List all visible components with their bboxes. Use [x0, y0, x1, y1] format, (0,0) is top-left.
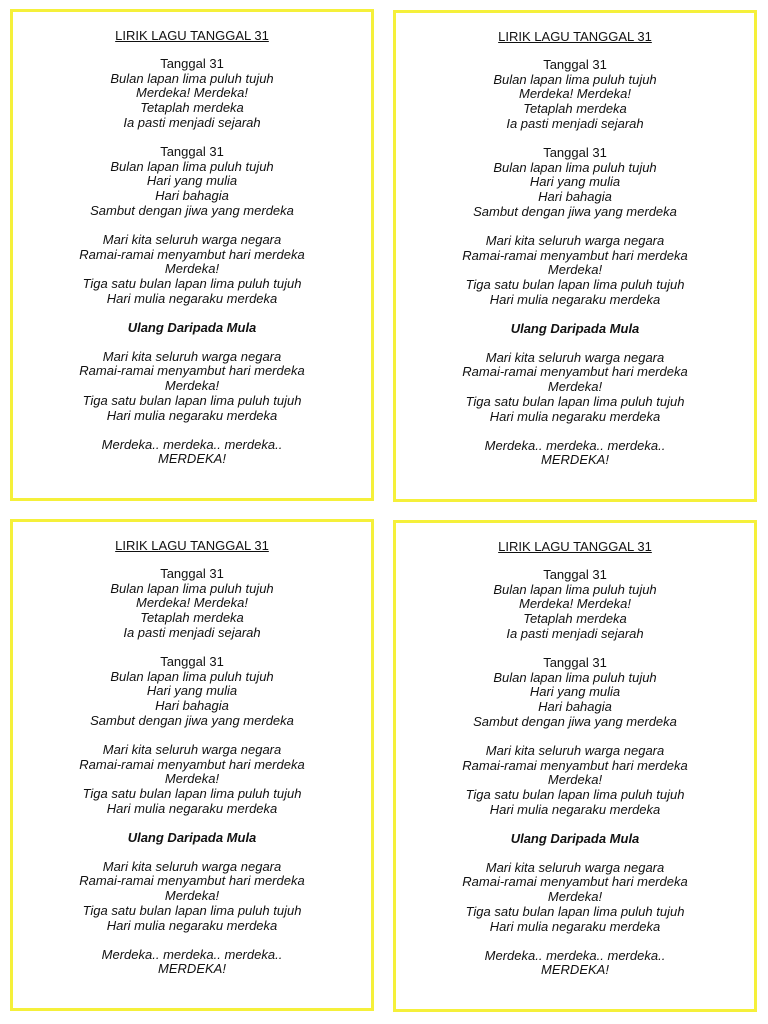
stanza-3 [13, 743, 371, 817]
lyric-line: Tetaplah merdeka [523, 101, 627, 117]
lyric-line: Hari mulia negaraku merdeka [106, 917, 278, 933]
lyric-line: Tiga satu bulan lapan lima puluh tujuh [82, 392, 302, 408]
lyrics-card-2 [393, 10, 757, 502]
lyric-line: Tanggal 31 [543, 144, 607, 160]
lyric-line: Hari bahagia [538, 699, 612, 715]
stanza-4 [13, 860, 371, 934]
lyric-line: Hari mulia negaraku merdeka [489, 801, 661, 817]
lyric-line: Mari kita seluruh warga negara [485, 232, 665, 248]
stanza-2 [396, 656, 754, 730]
lyric-line: Tiga satu bulan lapan lima puluh tujuh [465, 277, 685, 293]
lyric-line: Merdeka! [547, 262, 603, 278]
lyric-line: MERDEKA! [541, 962, 609, 978]
lyric-line: Tanggal 31 [160, 55, 224, 71]
lyric-line: Hari mulia negaraku merdeka [489, 918, 661, 934]
stanza-2 [396, 146, 754, 220]
lyric-line: Ramai-ramai menyambut hari merdeka [79, 246, 305, 262]
stanza-4 [13, 350, 371, 424]
stanza-2 [13, 145, 371, 219]
lyrics-card-4 [393, 520, 757, 1012]
repeat-instruction: Ulang Daripada Mula [127, 829, 257, 845]
stanza-1 [396, 58, 754, 132]
lyric-line: Ramai-ramai menyambut hari merdeka [79, 363, 305, 379]
lyric-line: Tanggal 31 [543, 56, 607, 72]
lyric-line: Merdeka.. merdeka.. merdeka.. [101, 436, 283, 452]
lyric-line: Tiga satu bulan lapan lima puluh tujuh [465, 787, 685, 803]
lyric-line: Hari mulia negaraku merdeka [489, 408, 661, 424]
lyrics-card-3 [10, 519, 374, 1011]
lyric-line: Merdeka! [547, 379, 603, 395]
lyric-line: Tiga satu bulan lapan lima puluh tujuh [82, 276, 302, 292]
lyric-line: Bulan lapan lima puluh tujuh [110, 668, 274, 684]
lyric-line: Tanggal 31 [160, 565, 224, 581]
lyric-line: Ia pasti menjadi sejarah [506, 625, 644, 641]
lyric-line: Merdeka! Merdeka! [136, 85, 248, 101]
lyric-line: Merdeka! [164, 771, 220, 787]
lyric-line: Mari kita seluruh warga negara [102, 231, 282, 247]
stanza-1 [396, 568, 754, 642]
lyric-line: Hari bahagia [155, 698, 229, 714]
lyric-line: MERDEKA! [158, 451, 226, 467]
stanza-2 [13, 655, 371, 729]
song-title: LIRIK LAGU TANGGAL 31 [498, 29, 652, 44]
lyric-line: Ramai-ramai menyambut hari merdeka [462, 247, 688, 263]
lyric-line: Tanggal 31 [160, 653, 224, 669]
lyric-line: Mari kita seluruh warga negara [485, 742, 665, 758]
lyric-line: Tetaplah merdeka [140, 100, 244, 116]
repeat-instruction: Ulang Daripada Mula [510, 830, 640, 846]
lyric-line: Bulan lapan lima puluh tujuh [110, 70, 274, 86]
lyric-line: Hari yang mulia [146, 173, 238, 189]
stanza-4 [396, 351, 754, 425]
stanza-5 [13, 438, 371, 468]
lyric-line: Bulan lapan lima puluh tujuh [110, 580, 274, 596]
lyric-line: Tiga satu bulan lapan lima puluh tujuh [82, 902, 302, 918]
song-title: LIRIK LAGU TANGGAL 31 [498, 539, 652, 554]
lyric-line: Merdeka! [547, 772, 603, 788]
song-title: LIRIK LAGU TANGGAL 31 [115, 28, 269, 43]
stanza-5 [396, 439, 754, 469]
lyric-line: Ia pasti menjadi sejarah [123, 624, 261, 640]
lyric-line: Mari kita seluruh warga negara [485, 859, 665, 875]
lyric-line: Ramai-ramai menyambut hari merdeka [462, 874, 688, 890]
lyric-line: Merdeka! [164, 261, 220, 277]
lyric-line: Tiga satu bulan lapan lima puluh tujuh [465, 393, 685, 409]
lyric-line: Sambut dengan jiwa yang merdeka [473, 713, 677, 729]
lyric-line: Merdeka! Merdeka! [136, 595, 248, 611]
stanza-4 [396, 861, 754, 935]
lyric-line: Ramai-ramai menyambut hari merdeka [79, 756, 305, 772]
lyric-line: Mari kita seluruh warga negara [485, 349, 665, 365]
lyric-line: Mari kita seluruh warga negara [102, 348, 282, 364]
lyric-line: Merdeka.. merdeka.. merdeka.. [484, 437, 666, 453]
lyric-line: Hari yang mulia [146, 683, 238, 699]
stanza-5 [13, 948, 371, 978]
lyric-line: Mari kita seluruh warga negara [102, 741, 282, 757]
lyric-line: Tetaplah merdeka [523, 611, 627, 627]
lyric-line: Tanggal 31 [543, 566, 607, 582]
lyric-line: Sambut dengan jiwa yang merdeka [90, 712, 294, 728]
lyric-line: Ia pasti menjadi sejarah [123, 114, 261, 130]
lyric-line: Bulan lapan lima puluh tujuh [493, 669, 657, 685]
lyric-line: Hari yang mulia [529, 174, 621, 190]
stanza-1 [13, 567, 371, 641]
lyric-line: Ramai-ramai menyambut hari merdeka [79, 873, 305, 889]
lyric-line: Bulan lapan lima puluh tujuh [493, 71, 657, 87]
repeat-instruction: Ulang Daripada Mula [127, 319, 257, 335]
lyric-line: Mari kita seluruh warga negara [102, 858, 282, 874]
lyric-line: Ia pasti menjadi sejarah [506, 115, 644, 131]
lyric-line: Bulan lapan lima puluh tujuh [110, 158, 274, 174]
lyric-line: Hari mulia negaraku merdeka [489, 291, 661, 307]
lyric-line: Hari bahagia [538, 189, 612, 205]
lyric-line: Sambut dengan jiwa yang merdeka [90, 202, 294, 218]
lyric-line: Hari bahagia [155, 188, 229, 204]
lyric-line: Tanggal 31 [543, 654, 607, 670]
lyric-line: Hari mulia negaraku merdeka [106, 407, 278, 423]
song-title: LIRIK LAGU TANGGAL 31 [115, 538, 269, 553]
repeat-instruction: Ulang Daripada Mula [510, 320, 640, 336]
lyric-line: Bulan lapan lima puluh tujuh [493, 581, 657, 597]
lyric-line: Merdeka! [164, 378, 220, 394]
lyric-line: Hari yang mulia [529, 684, 621, 700]
stanza-3 [396, 744, 754, 818]
lyric-line: Sambut dengan jiwa yang merdeka [473, 203, 677, 219]
lyric-line: Tetaplah merdeka [140, 610, 244, 626]
lyric-line: Tanggal 31 [160, 143, 224, 159]
lyric-line: Merdeka.. merdeka.. merdeka.. [484, 947, 666, 963]
lyric-line: Ramai-ramai menyambut hari merdeka [462, 364, 688, 380]
lyric-line: Ramai-ramai menyambut hari merdeka [462, 757, 688, 773]
lyric-line: Merdeka! Merdeka! [519, 596, 631, 612]
lyric-line: MERDEKA! [158, 961, 226, 977]
lyric-line: MERDEKA! [541, 452, 609, 468]
lyric-line: Merdeka! [164, 888, 220, 904]
lyric-line: Hari mulia negaraku merdeka [106, 800, 278, 816]
lyric-line: Bulan lapan lima puluh tujuh [493, 159, 657, 175]
lyric-line: Hari mulia negaraku merdeka [106, 290, 278, 306]
lyric-line: Merdeka.. merdeka.. merdeka.. [101, 946, 283, 962]
stanza-1 [13, 57, 371, 131]
stanza-5 [396, 949, 754, 979]
stanza-3 [13, 233, 371, 307]
lyric-line: Tiga satu bulan lapan lima puluh tujuh [465, 903, 685, 919]
lyric-line: Merdeka! [547, 889, 603, 905]
lyric-line: Tiga satu bulan lapan lima puluh tujuh [82, 786, 302, 802]
lyric-line: Merdeka! Merdeka! [519, 86, 631, 102]
stanza-3 [396, 234, 754, 308]
lyrics-card-1 [10, 9, 374, 501]
